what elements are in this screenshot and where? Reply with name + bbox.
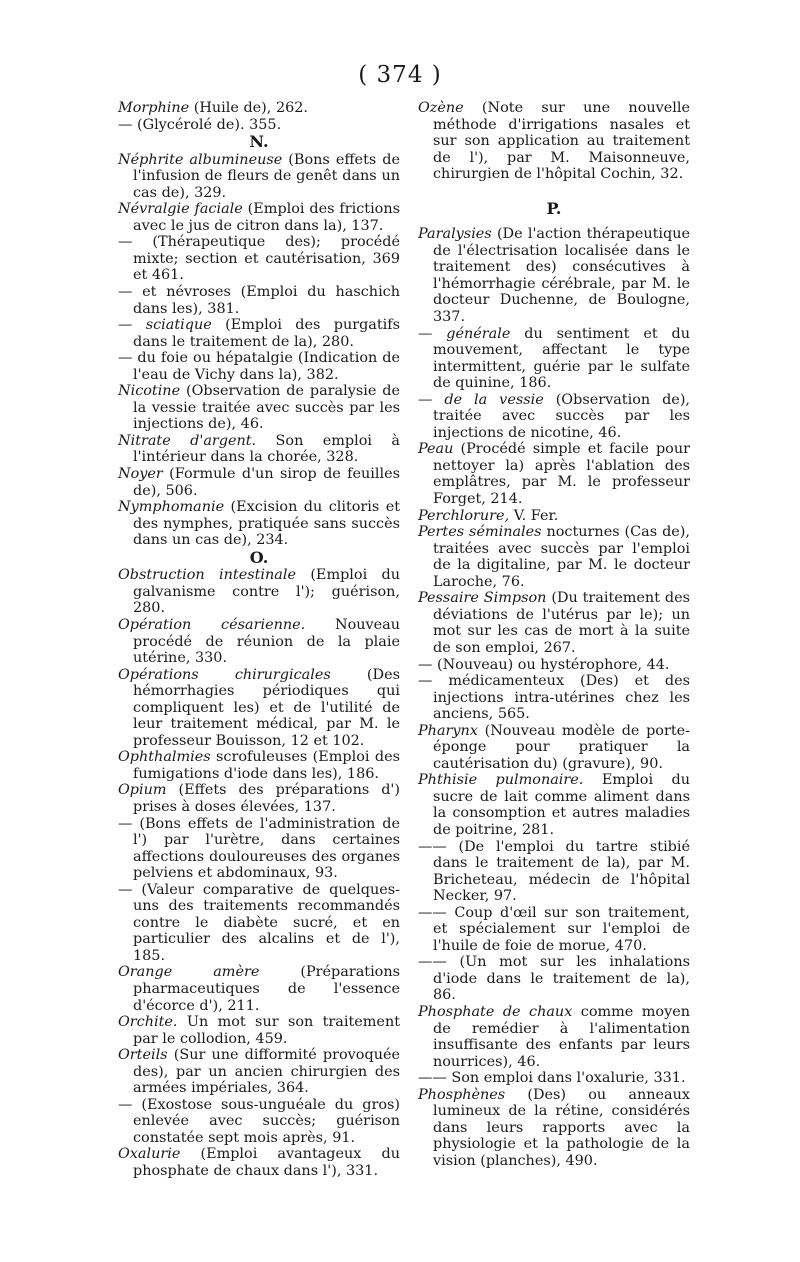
entry-text: (Emploi avantageux du phosphate de chaux dans l'), 331. bbox=[133, 1146, 400, 1179]
section-letter: N. bbox=[249, 132, 269, 152]
index-entry bbox=[418, 1087, 690, 1170]
entry-text: (Sur une difformité provoquée des), par un ancien chirurgien des armées impériales, 364. bbox=[133, 1047, 400, 1097]
entry-text: nocturnes (Cas de), traitées avec succès par l'emploi de la digitaline, par M. le docteur Laroche, 76. bbox=[433, 524, 690, 590]
index-entry bbox=[418, 657, 690, 674]
index-entry bbox=[118, 383, 400, 433]
entry-text: (Des) ou anneaux lumineux de la rétine, considérés dans leurs rapports avec la physiologie et la pathologie de la vision (planches), 490. bbox=[433, 1086, 690, 1169]
entry-heading: Morphine bbox=[118, 100, 190, 116]
entry-text: Emploi du sucre de lait comme aliment dans la consomption et autres maladies de poitrine, 281. bbox=[433, 772, 690, 838]
index-entry bbox=[418, 524, 690, 590]
entry-heading: Ophthalmies bbox=[118, 749, 211, 766]
entry-heading: Pessaire Simpson bbox=[418, 590, 547, 607]
entry-text: (Emploi du galvanisme contre l'); guérison, 280. bbox=[133, 567, 400, 617]
entry-heading: Orteils bbox=[118, 1047, 168, 1064]
entry-text: — médicamenteux (Des) et des injections intra-utérines chez les anciens, 565. bbox=[418, 673, 690, 723]
index-entry bbox=[118, 234, 400, 284]
entry-text: — (Glycérolé de). 355. bbox=[118, 116, 282, 133]
entry-heading: Perchlorure, bbox=[418, 507, 510, 524]
index-entry bbox=[418, 392, 690, 442]
index-entry bbox=[118, 617, 400, 667]
entry-text: — et névroses (Emploi du haschich dans les), 381. bbox=[118, 284, 400, 317]
index-entry bbox=[118, 1097, 400, 1147]
entry-text: (De l'action thérapeutique de l'électrisation localisée dans le traitement des) consécutives à l'hémorrhagie cérébrale, par M. le docteur Duchenne, de Boulogne, 337. bbox=[433, 226, 690, 326]
index-entry bbox=[418, 508, 690, 525]
entry-heading: Phosphate de chaux bbox=[418, 1003, 573, 1020]
index-entry bbox=[118, 782, 400, 815]
entry-text: Nouveau procédé de réunion de la plaie utérine, 330. bbox=[133, 616, 401, 667]
entry-text: —— (De l'emploi du tartre stibié dans le traitement de la), par M. Bricheteau, médecin de l'hôpital Necker, 97. bbox=[418, 838, 690, 905]
entry-text: — du foie ou hépatalgie (Indication de l'eau de Vichy dans la), 382. bbox=[118, 350, 400, 383]
index-entry bbox=[418, 590, 690, 656]
entry-heading: Peau bbox=[418, 441, 454, 458]
entry-heading: Opération césarienne. bbox=[118, 616, 306, 633]
entry-heading: Noyer bbox=[118, 466, 163, 483]
entry-text: (Emploi des frictions avec le jus de citron dans la), 137. bbox=[133, 201, 400, 234]
entry-heading: — sciatique bbox=[118, 317, 212, 334]
entry-heading: Orchite. bbox=[118, 1014, 178, 1031]
section-letter: O. bbox=[249, 547, 269, 567]
entry-heading: Pharynx bbox=[418, 722, 478, 739]
index-entry bbox=[418, 905, 690, 955]
index-entry bbox=[118, 667, 400, 750]
entry-heading: Nitrate d'argent. bbox=[118, 432, 257, 449]
entry-text: du sentiment et du mouvement, affectant le type intermittent, guérie par le sulfate de quinine, 186. bbox=[433, 325, 691, 392]
entry-text: (Formule d'un sirop de feuilles de), 506. bbox=[133, 466, 400, 499]
index-entry bbox=[118, 100, 400, 117]
entry-heading: Nymphomanie bbox=[118, 499, 225, 516]
index-entry bbox=[118, 964, 400, 1014]
entry-heading: Néphrite albumineuse bbox=[118, 151, 283, 168]
entry-text: (Emploi des purgatifs dans le traitement de la), 280. bbox=[133, 317, 400, 350]
entry-text: (Bons effets de l'infusion de fleurs de genêt dans un cas de), 329. bbox=[133, 151, 400, 201]
entry-heading: Oxalurie bbox=[118, 1146, 181, 1163]
entry-text: — (Thérapeutique des); procédé mixte; section et cautérisation, 369 et 461. bbox=[118, 234, 400, 284]
entry-heading: Orange amère bbox=[118, 964, 260, 981]
entry-text: — (Exostose sous-unguéale du gros) enlevée avec succès; guérison constatée sept mois après, 91. bbox=[118, 1096, 400, 1146]
index-entry bbox=[418, 772, 690, 838]
entry-text: (Observation de), traitée avec succès par les injections de nicotine, 46. bbox=[433, 391, 691, 441]
entry-heading: — de la vessie bbox=[418, 391, 544, 408]
index-entry bbox=[118, 152, 400, 202]
index-entry bbox=[118, 1047, 400, 1097]
entry-text: (Excision du clitoris et des nymphes, pratiquée sans succès dans un cas de), 234. bbox=[133, 499, 400, 549]
index-entry bbox=[118, 317, 400, 350]
entry-heading: Phosphènes bbox=[418, 1086, 506, 1103]
entry-text: — (Valeur comparative de quelques-uns des traitements recommandés contre le diabète sucré, et en particulier des alcalins et de l'), 185. bbox=[118, 881, 400, 964]
entry-text: comme moyen de remédier à l'alimentation insuffisante des enfants par leurs nourrices), 46. bbox=[433, 1003, 690, 1070]
index-entry bbox=[418, 441, 690, 507]
index-entry bbox=[418, 723, 690, 773]
entry-heading: Obstruction intestinale bbox=[118, 567, 296, 584]
index-entry bbox=[118, 466, 400, 499]
index-entry bbox=[418, 839, 690, 905]
index-entry bbox=[118, 350, 400, 383]
index-entry bbox=[418, 673, 690, 723]
entry-text: (Note sur une nouvelle méthode d'irrigations nasales et sur son application au traitement de l'), par M. Maisonneuve, chirurgien de l'hôpital Cochin, 32. bbox=[433, 100, 690, 183]
entry-text: —— Son emploi dans l'oxalurie, 331. bbox=[418, 1070, 686, 1087]
entry-text: (Procédé simple et facile pour nettoyer la) après l'ablation des emplâtres, par M. le professeur Forget, 214. bbox=[433, 441, 690, 508]
page-number: ( 374 ) bbox=[358, 62, 442, 88]
index-entry bbox=[118, 749, 400, 782]
entry-text: (Du traitement des déviations de l'utérus par le); un mot sur les cas de mort à la suite de son emploi, 267. bbox=[433, 590, 690, 656]
entry-text: (Préparations pharmaceutiques de l'essence d'écorce d'), 211. bbox=[133, 964, 400, 1014]
index-entry bbox=[118, 816, 400, 882]
entry-heading: Nicotine bbox=[118, 383, 181, 400]
entry-heading: Opérations chirurgicales bbox=[118, 666, 331, 683]
index-entry bbox=[418, 100, 690, 183]
entry-heading: Ozène bbox=[418, 100, 464, 116]
index-entry bbox=[118, 284, 400, 317]
entry-heading: Névralgie faciale bbox=[118, 201, 243, 218]
index-entry bbox=[118, 1014, 400, 1047]
index-column-left bbox=[118, 100, 400, 1180]
index-entry bbox=[118, 433, 400, 466]
index-entry bbox=[418, 1004, 690, 1070]
entry-text: —— (Un mot sur les inhalations d'iode dans le traitement de la), 86. bbox=[418, 954, 690, 1004]
entry-heading: — générale bbox=[418, 325, 511, 342]
entry-text: — (Nouveau) ou hystérophore, 44. bbox=[418, 656, 670, 673]
entry-heading: Opium bbox=[118, 782, 167, 799]
entry-heading: Pertes séminales bbox=[418, 524, 542, 541]
entry-text: (Huile de), 262. bbox=[189, 100, 308, 116]
index-entry bbox=[418, 1070, 690, 1087]
entry-text: —— Coup d'œil sur son traitement, et spécialement sur l'emploi de l'huile de foie de morue, 470. bbox=[418, 904, 690, 954]
index-entry bbox=[418, 326, 690, 392]
entry-text: — (Bons effets de l'administration de l') par l'urètre, dans certaines affections douloureuses des organes pelviens et abdominaux, 93. bbox=[118, 815, 400, 882]
entry-text: (Observation de paralysie de la vessie traitée avec succès par les injections de), 46. bbox=[133, 383, 400, 433]
entry-text: Son emploi à l'intérieur dans la chorée, 328. bbox=[133, 432, 400, 466]
index-entry bbox=[118, 882, 400, 965]
entry-text: Un mot sur son traitement par le collodion, 459. bbox=[133, 1014, 400, 1047]
entry-text: (Nouveau modèle de porte-éponge pour pratiquer la cautérisation du) (gravure), 90. bbox=[433, 722, 690, 772]
entry-text: (Effets des préparations d') prises à doses élevées, 137. bbox=[133, 782, 400, 815]
index-entry bbox=[118, 1146, 400, 1179]
entry-text: (Des hémorrhagies périodiques qui compliquent les) et de l'utilité de leur traitement médical, par M. le professeur Bouisson, 12 et 102. bbox=[133, 666, 400, 749]
index-entry bbox=[418, 226, 690, 325]
index-entry bbox=[118, 499, 400, 549]
index-entry bbox=[418, 954, 690, 1004]
entry-heading: Paralysies bbox=[418, 226, 492, 243]
entry-text: scrofuleuses (Emploi des fumigations d'iode dans les), 186. bbox=[133, 749, 400, 782]
index-entry bbox=[118, 567, 400, 617]
entry-heading: Phthisie pulmonaire. bbox=[418, 772, 584, 789]
index-column-right bbox=[418, 100, 690, 1169]
index-entry bbox=[118, 201, 400, 234]
entry-text: V. Fer. bbox=[509, 507, 559, 524]
index-entry bbox=[118, 117, 400, 134]
section-letter: P. bbox=[546, 198, 562, 218]
